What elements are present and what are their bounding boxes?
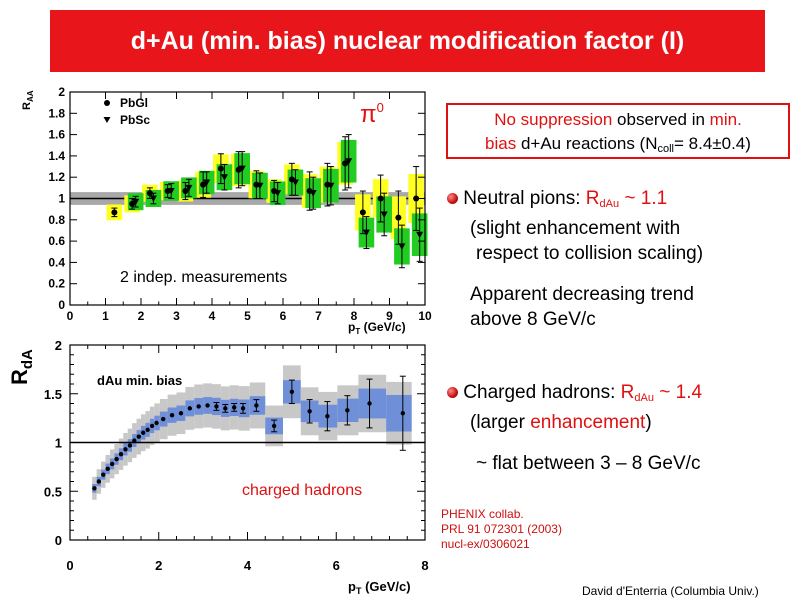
x-axis-title-unit: (GeV/c) [360, 320, 406, 334]
data-point [241, 406, 245, 410]
x-tick-label: 2 [137, 309, 145, 323]
data-point-PbGl [360, 209, 366, 215]
data-point [161, 417, 165, 421]
note-red2: min. [709, 110, 742, 129]
data-point [325, 414, 329, 418]
citation-line2: PRL 91 072301 (2003) [441, 522, 562, 536]
y-tick-label: 0.4 [48, 255, 65, 270]
data-point [141, 431, 145, 435]
charged-value: ~ 1.4 [653, 382, 703, 403]
y-axis-title-sub: dA [19, 349, 36, 370]
x-tick-label: 0 [66, 309, 74, 323]
data-point [154, 421, 158, 425]
x-axis-title-sub: T [355, 586, 362, 596]
x-tick-label: 1 [102, 309, 109, 323]
data-point [367, 401, 371, 405]
legend-label: PbGl [120, 96, 149, 110]
neutral-line4: Apparent decreasing trend [470, 284, 694, 305]
summary-box [446, 103, 790, 159]
charged-line2c: ) [645, 412, 652, 433]
y-axis-title: $R_{AA}$ [21, 90, 35, 110]
data-point [137, 434, 141, 438]
y-tick-label: 0.8 [48, 212, 65, 227]
y-axis-title: $R_{dA}$ [7, 349, 36, 385]
x-tick-label: 8 [421, 558, 429, 573]
neutral-line5: above 8 GeV/c [470, 309, 596, 330]
charged-r: R [620, 382, 635, 403]
y-tick-label: 1.6 [48, 127, 65, 142]
x-tick-label: 9 [386, 309, 393, 323]
data-point-PbGl [395, 215, 401, 221]
legend-marker-triangle [104, 117, 111, 123]
legend-marker-circle [104, 100, 110, 106]
data-point [223, 406, 227, 410]
y-tick-label: 1.5 [43, 386, 62, 402]
pi0-label-sup: 0 [376, 100, 384, 115]
note-text2: d+Au reactions (N [516, 134, 658, 153]
note-text1: observed in [612, 110, 710, 129]
note-red1: No suppression [494, 110, 613, 129]
y-tick-label: 1.2 [48, 170, 65, 185]
bullet-ball-icon [447, 193, 458, 204]
neutral-sub: dAu [599, 198, 620, 210]
y-tick-label: 2 [58, 85, 65, 99]
data-point [345, 408, 349, 412]
y-tick-label: 0 [54, 533, 62, 548]
y-tick-label: 2 [54, 338, 62, 353]
data-point [106, 467, 110, 471]
data-point [179, 411, 183, 415]
data-point [145, 428, 149, 432]
y-tick-label: 0.2 [48, 276, 65, 291]
bullet-neutral [447, 188, 667, 210]
data-point-PbGl [378, 196, 384, 202]
x-tick-label: 2 [155, 558, 163, 573]
citation-line1: PHENIX collab. [441, 507, 524, 521]
x-tick-label: 10 [418, 309, 432, 323]
annotation-text: charged hadrons [242, 482, 363, 499]
author-credit: David d'Enterria (Columbia Univ.) [582, 584, 759, 598]
neutral-line3: respect to collision scaling) [476, 243, 704, 264]
slide-title: d+Au (min. bias) nuclear modification factor (I) [50, 10, 765, 72]
bullet-charged [447, 382, 702, 404]
data-point [110, 462, 114, 466]
y-tick-label: 1.8 [48, 106, 65, 121]
x-tick-label: 3 [173, 309, 180, 323]
citation-line3: nucl-ex/0306021 [441, 537, 530, 551]
x-axis-title-unit: (GeV/c) [361, 579, 411, 594]
x-tick-label: 7 [315, 309, 322, 323]
data-point [101, 472, 105, 476]
data-point-PbGl [111, 209, 117, 215]
data-point-PbGl [218, 166, 224, 172]
y-tick-label: 0 [58, 298, 65, 312]
data-point [119, 452, 123, 456]
neutral-label: Neutral pions: [463, 188, 586, 209]
neutral-line2: (slight enhancement with [470, 218, 681, 239]
data-point [170, 413, 174, 417]
x-tick-label: 8 [350, 309, 358, 323]
data-point [272, 424, 276, 428]
x-tick-label: 6 [332, 558, 340, 573]
x-axis-title: $p_T$ (GeV/c) [348, 579, 411, 596]
data-point [128, 443, 132, 447]
data-point [290, 390, 294, 394]
note-text3: = 8.4±0.4) [674, 134, 751, 153]
data-point [307, 409, 311, 413]
syst-band-inner [386, 395, 412, 432]
x-tick-label: 0 [66, 558, 74, 573]
charged-line2 [470, 412, 652, 434]
neutral-r: R [585, 188, 600, 209]
data-point [196, 404, 200, 408]
data-point [97, 479, 101, 483]
data-point [401, 411, 405, 415]
data-point [205, 403, 209, 407]
citation [441, 507, 562, 552]
data-point [150, 424, 154, 428]
charged-line3: ~ flat between 3 – 8 GeV/c [476, 453, 701, 474]
y-tick-label: 1.4 [48, 148, 65, 163]
charged-line2b: enhancement [530, 412, 646, 433]
legend-label: PbSc [120, 113, 151, 127]
legend-text: dAu min. bias [97, 373, 183, 388]
y-tick-label: 1 [54, 435, 62, 451]
bullet-ball-icon [447, 387, 458, 398]
x-axis-title-sub: T [355, 327, 361, 336]
y-axis-title-sub: AA [26, 90, 35, 103]
data-point [114, 457, 118, 461]
y-tick-label: 1 [58, 191, 65, 206]
x-tick-label: 6 [279, 309, 287, 323]
annotation-text: 2 indep. measurements [120, 269, 288, 286]
note-sub: coll [657, 143, 675, 155]
data-point [132, 438, 136, 442]
data-point [232, 405, 236, 409]
syst-band-inner [358, 389, 386, 419]
charged-sub: dAu [634, 392, 654, 404]
y-tick-label: 0.5 [43, 484, 62, 500]
y-tick-label: 0.6 [48, 234, 65, 249]
charged-line2a: (larger [470, 412, 531, 433]
charged-label: Charged hadrons: [463, 382, 621, 403]
data-point [123, 447, 127, 451]
data-point [92, 486, 96, 490]
data-point [188, 406, 192, 410]
data-point [254, 403, 258, 407]
pi0-label: $\pi^0$ [360, 100, 384, 128]
x-tick-label: 4 [243, 558, 252, 573]
note-red3: bias [485, 134, 517, 153]
x-axis-title: $p_T$ (GeV/c) [348, 320, 406, 336]
x-tick-label: 4 [208, 309, 216, 323]
x-tick-label: 5 [244, 309, 251, 323]
data-point-PbGl [182, 188, 188, 194]
data-point [214, 404, 218, 408]
neutral-value: ~ 1.1 [619, 188, 668, 209]
